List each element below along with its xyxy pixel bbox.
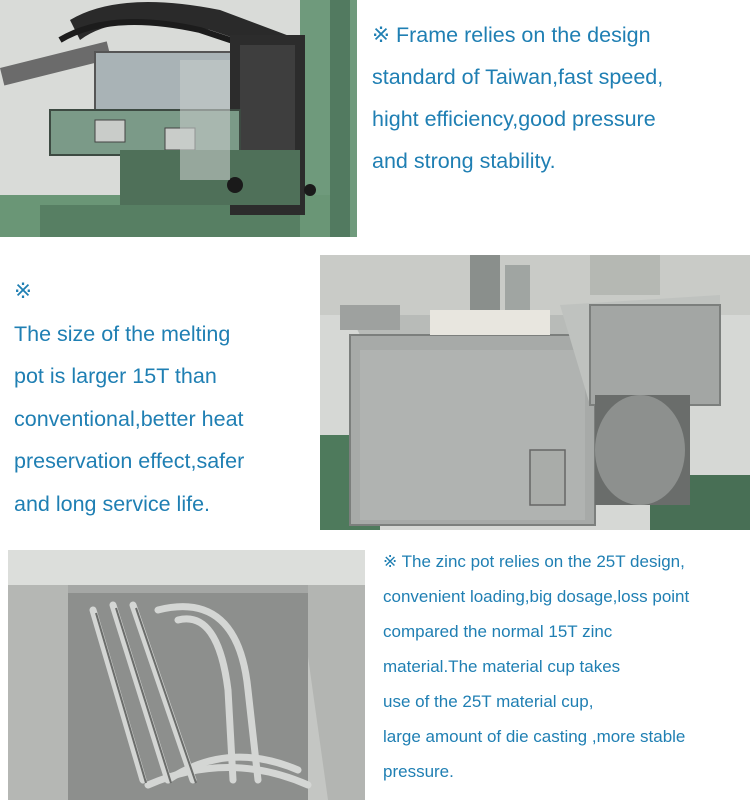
machine-frame-photo xyxy=(0,0,357,237)
melting-pot-photo xyxy=(320,255,750,530)
melting-pot-description-line: conventional,better heat xyxy=(14,406,244,431)
frame-description-line: and strong stability. xyxy=(372,149,556,173)
frame-description-line: standard of Taiwan,fast speed, xyxy=(372,65,664,89)
zinc-pot-description-line: convenient loading,big dosage,loss point xyxy=(383,587,690,606)
melting-pot-description-line: and long service life. xyxy=(14,491,210,516)
zinc-pot-description-line: compared the normal 15T zinc xyxy=(383,622,613,641)
zinc-pot-description-line: pressure. xyxy=(383,762,454,781)
zinc-pot-coils-photo xyxy=(8,550,365,800)
zinc-pot-description-line: ※ The zinc pot relies on the 25T design, xyxy=(383,552,685,571)
melting-pot-description-line: preservation effect,safer xyxy=(14,449,245,473)
melting-pot-description-line: pot is larger 15T than xyxy=(14,364,217,388)
melting-pot-description-line: ※ xyxy=(14,279,33,303)
frame-description xyxy=(372,14,742,182)
melting-pot-description-line: The size of the melting xyxy=(14,321,231,346)
zinc-pot-description-line: material.The material cup takes xyxy=(383,657,621,676)
frame-description-line: hight efficiency,good pressure xyxy=(372,107,656,131)
frame-description-line: ※ Frame relies on the design xyxy=(372,23,651,47)
zinc-pot-description-line: use of the 25T material cup, xyxy=(383,692,594,711)
zinc-pot-description xyxy=(383,544,750,789)
zinc-pot-description-line: large amount of die casting ,more stable xyxy=(383,727,686,746)
melting-pot-description xyxy=(14,270,314,525)
